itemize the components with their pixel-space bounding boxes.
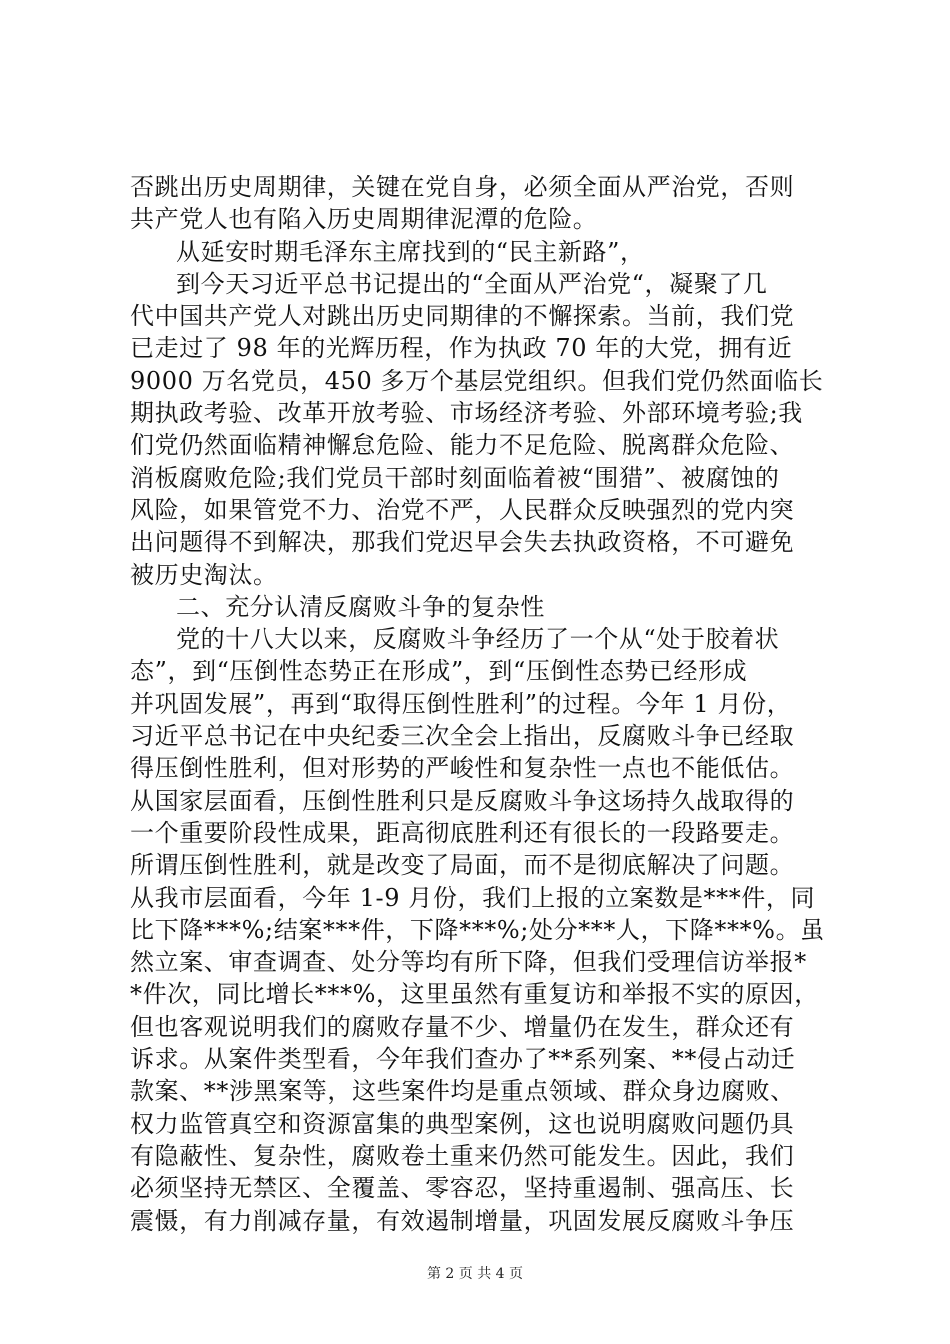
text-line: *件次，同比增长***%，这里虽然有重复访和举报不实的原因， — [130, 980, 819, 1009]
text-line: 出问题得不到解决，那我们党迟早会失去执政资格，不可避免 — [130, 528, 795, 557]
text-line: 并巩固发展”，再到“取得压倒性胜利”的过程。今年 1 月份， — [130, 689, 792, 718]
text-line: 从延安时期毛泽东主席找到的“民主新路”， — [176, 237, 645, 266]
text-line: 诉求。从案件类型看，今年我们查办了**系列案、**侵占动迁 — [130, 1045, 796, 1074]
text-line: 必须坚持无禁区、全覆盖、零容忍，坚持重遏制、强高压、长 — [130, 1174, 795, 1203]
text-line: 态”，到“压倒性态势正在形成”，到“压倒性态势已经形成 — [130, 657, 748, 686]
text-line: 习近平总书记在中央纪委三次全会上指出，反腐败斗争已经取 — [130, 722, 795, 751]
text-line: 到今天习近平总书记提出的“全面从严治党“，凝聚了几 — [176, 269, 768, 298]
text-line: 震慑，有力削减存量，有效遏制增量，巩固发展反腐败斗争压 — [130, 1206, 795, 1235]
text-line: 从我市层面看，今年 1-9 月份，我们上报的立案数是***件，同 — [130, 883, 816, 912]
text-line: 得压倒性胜利，但对形势的严峻性和复杂性一点也不能低估。 — [130, 754, 795, 783]
text-line: 所谓压倒性胜利，就是改变了局面，而不是彻底解决了问题。 — [130, 851, 795, 880]
text-line: 权力监管真空和资源富集的典型案例，这也说明腐败问题仍具 — [130, 1109, 795, 1138]
text-line: 党的十八大以来，反腐败斗争经历了一个从“处于胶着状 — [176, 625, 780, 654]
text-line: 否跳出历史周期律，关键在党自身，必须全面从严治党，否则 — [130, 173, 795, 201]
text-line: 有隐蔽性、复杂性，腐败卷土重来仍然可能发生。因此，我们 — [130, 1141, 795, 1170]
text-line: 款案、**涉黑案等，这些案件均是重点领域、群众身边腐败、 — [130, 1077, 795, 1106]
text-line: 消板腐败危险;我们党员干部时刻面临着被“围猎”、被腐蚀的 — [130, 463, 780, 492]
page-footer: 第 2 页 共 4 页 — [426, 1266, 524, 1282]
text-line: 已走过了 98 年的光辉历程，作为执政 70 年的大党，拥有近 — [130, 334, 793, 363]
text-line: 比下降***%;结案***件，下降***%;处分***人，下降***%。虽 — [130, 915, 825, 944]
text-line: 但也客观说明我们的腐败存量不少、增量仍在发生，群众还有 — [130, 1012, 795, 1041]
text-line: 被历史淘汰。 — [130, 560, 278, 589]
text-line: 从国家层面看，压倒性胜利只是反腐败斗争这场持久战取得的 — [130, 786, 795, 815]
text-line: 一个重要阶段性成果，距高彻底胜利还有很长的一段路要走。 — [130, 818, 795, 847]
text-line: 二、充分认清反腐败斗争的复杂性 — [176, 592, 545, 621]
text-line: 期执政考验、改革开放考验、市场经济考验、外部环境考验;我 — [130, 399, 803, 428]
text-line: 风险，如果管党不力、治党不严，人民群众反映强烈的党内突 — [130, 495, 795, 524]
text-line: 共产党人也有陷入历史周期律泥潭的危险。 — [130, 205, 598, 234]
text-line: 代中国共产党人对跳出历史同期律的不懈探索。当前，我们党 — [130, 302, 795, 331]
text-line: 然立案、审查调查、处分等均有所下降，但我们受理信访举报* — [130, 948, 807, 977]
text-line: 9000 万名党员，450 多万个基层党组织。但我们党仍然面临长 — [130, 366, 824, 395]
text-line: 们党仍然面临精神懈怠危险、能力不足危险、脱离群众危险、 — [130, 431, 795, 460]
document-body — [130, 171, 830, 1237]
